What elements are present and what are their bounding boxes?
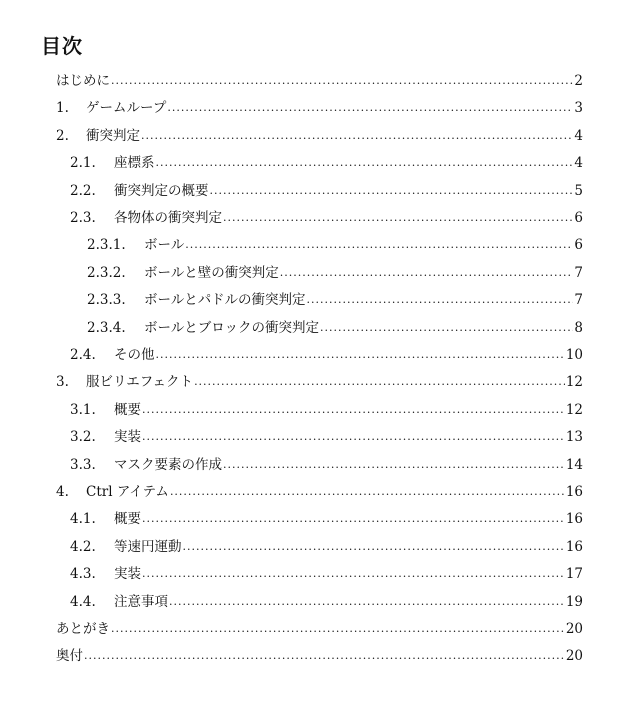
toc-entry-label: ボール: [144, 237, 185, 254]
toc-entry[interactable]: [56, 123, 583, 145]
dot-leader: [185, 237, 573, 253]
toc-entry-page-number: 12: [565, 401, 583, 418]
toc-entry-number: 3.3.: [70, 456, 96, 473]
toc-entry-label: 衝突判定: [86, 127, 140, 144]
dot-leader: [142, 429, 565, 445]
toc-entry-label: 衝突判定の概要: [114, 182, 209, 199]
toc-entry[interactable]: [56, 643, 583, 665]
dot-leader: [156, 155, 574, 171]
toc-entry-page-number: 4: [574, 127, 583, 144]
toc-entry-number: 4.1.: [70, 511, 96, 528]
toc-entry-label: 奥付: [56, 648, 83, 665]
toc-entry-label: 実装: [114, 429, 141, 446]
toc-entry-page-number: 2: [574, 73, 583, 89]
page-title: 目次: [41, 34, 83, 58]
dot-leader: [142, 511, 565, 527]
toc-entry[interactable]: [87, 260, 583, 282]
toc-entry-number: 2.3.4.: [87, 319, 126, 336]
toc-entry[interactable]: [70, 424, 583, 446]
toc-entry-number: 4.: [56, 484, 69, 500]
toc-entry[interactable]: [56, 479, 583, 501]
toc-entry-number: 2.2.: [70, 182, 96, 199]
toc-entry-page-number: 4: [574, 155, 583, 172]
toc-entry-label: 注意事項: [114, 593, 168, 610]
toc-entry[interactable]: [70, 178, 583, 200]
toc-entry[interactable]: [70, 452, 583, 474]
toc-entry[interactable]: [70, 561, 583, 583]
toc-entry[interactable]: [56, 616, 583, 638]
toc-entry-page-number: 6: [574, 210, 583, 226]
dot-leader: [142, 402, 565, 418]
toc-entry-label: あとがき: [56, 621, 110, 637]
toc-entry-label: その他: [114, 347, 155, 363]
toc-entry-number: 4.2.: [70, 538, 96, 555]
toc-entry-label: ボールとブロックの衝突判定: [144, 319, 319, 336]
toc-entry[interactable]: [56, 95, 583, 117]
toc-entry-label: 各物体の衝突判定: [114, 210, 222, 226]
toc-entry-page-number: 19: [565, 593, 583, 610]
toc-entry-page-number: 16: [565, 484, 583, 500]
toc-entry-number: 2.3.1.: [87, 237, 126, 254]
toc-entry-page-number: 16: [565, 511, 583, 528]
toc-entry-page-number: 12: [565, 374, 583, 391]
toc-entry-page-number: 13: [565, 429, 583, 446]
toc-entry-page-number: 10: [565, 347, 583, 363]
dot-leader: [167, 100, 573, 116]
toc-entry[interactable]: [70, 534, 583, 556]
toc-entry-number: 3.: [56, 374, 69, 391]
toc-entry-page-number: 7: [574, 292, 583, 309]
dot-leader: [183, 539, 565, 555]
dot-leader: [84, 648, 565, 664]
toc-entry[interactable]: [70, 397, 583, 419]
dot-leader: [280, 265, 574, 281]
toc-entry-number: 2.3.: [70, 210, 96, 226]
toc-entry-page-number: 20: [565, 648, 583, 665]
dot-leader: [111, 621, 565, 637]
toc-entry-number: 4.4.: [70, 593, 96, 610]
toc-entry[interactable]: [70, 342, 583, 364]
toc-entry[interactable]: [70, 506, 583, 528]
toc-entry[interactable]: [56, 369, 583, 391]
toc-entry-number: 3.1.: [70, 401, 96, 418]
toc-entry-number: 3.2.: [70, 429, 96, 446]
dot-leader: [169, 594, 565, 610]
toc-entry-page-number: 14: [565, 456, 583, 473]
toc-entry-label: 概要: [114, 401, 141, 418]
dot-leader: [306, 292, 573, 308]
toc-entry-label: マスク要素の作成: [114, 456, 222, 473]
dot-leader: [320, 320, 573, 336]
toc-entry-label: ボールと壁の衝突判定: [144, 264, 279, 281]
toc-entry-number: 1.: [56, 100, 69, 117]
toc-entry[interactable]: [87, 287, 583, 309]
toc-entry-label: ボールとパドルの衝突判定: [144, 292, 306, 309]
toc-entry-label: 座標系: [114, 155, 155, 172]
toc-entry-label: Ctrl アイテム: [86, 484, 169, 500]
toc-entry-number: 4.3.: [70, 566, 96, 583]
toc-entry-label: はじめに: [56, 73, 110, 89]
toc-entry-page-number: 16: [565, 538, 583, 555]
dot-leader: [156, 347, 565, 363]
toc-entry-label: 服ビリエフェクト: [86, 374, 194, 391]
toc-entry-page-number: 6: [574, 237, 583, 254]
toc-entry-page-number: 20: [565, 621, 583, 637]
dot-leader: [170, 484, 565, 500]
toc-entry-number: 2.4.: [70, 347, 96, 363]
toc-entry[interactable]: [70, 205, 583, 227]
toc-entry-page-number: 5: [574, 182, 583, 199]
toc-entry[interactable]: [70, 150, 583, 172]
toc-entry-number: 2.3.2.: [87, 264, 126, 281]
dot-leader: [194, 374, 565, 390]
toc-entry-label: 等速円運動: [114, 538, 182, 555]
toc-entry-label: 実装: [114, 566, 141, 583]
toc-entry[interactable]: [70, 589, 583, 611]
dot-leader: [111, 73, 573, 89]
toc-entry-label: 概要: [114, 511, 141, 528]
dot-leader: [223, 210, 573, 226]
toc-entry-page-number: 3: [574, 100, 583, 117]
toc-entry[interactable]: [56, 68, 583, 90]
dot-leader: [142, 566, 565, 582]
toc-entry-page-number: 8: [574, 319, 583, 336]
toc-entry-number: 2.1.: [70, 155, 96, 172]
dot-leader: [210, 183, 574, 199]
toc-entry-page-number: 17: [565, 566, 583, 583]
toc-entry-page-number: 7: [574, 264, 583, 281]
dot-leader: [141, 128, 573, 144]
toc-entry-number: 2.: [56, 127, 69, 144]
toc-entry[interactable]: [87, 232, 583, 254]
toc-entry-label: ゲームループ: [86, 100, 167, 117]
dot-leader: [223, 457, 565, 473]
toc-entry-number: 2.3.3.: [87, 292, 126, 309]
toc-entry[interactable]: [87, 315, 583, 337]
